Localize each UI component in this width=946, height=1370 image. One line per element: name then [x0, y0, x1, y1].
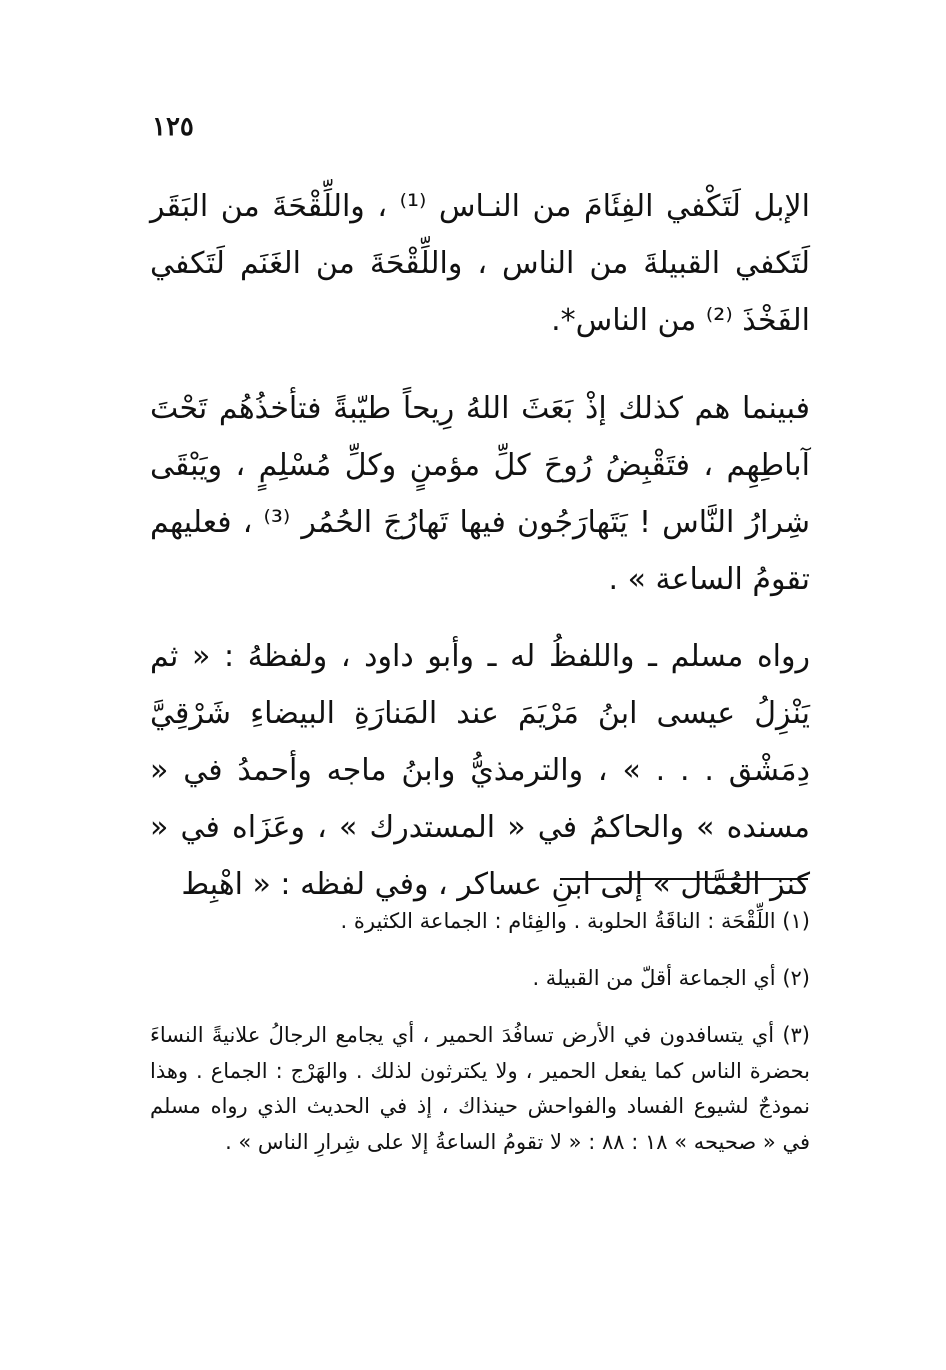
body-paragraph-1: الإبل لَتَكْفي الفِئَامَ من النـاس ⁽¹⁾ ، واللِّقْحَةَ من البَقَر لَتَكفي القبيلةَ من الناس ، واللِّقْحَةَ من الغَنَم لَتَكفي الفَخْذَ ⁽²⁾ من الناس*. [150, 189, 810, 338]
footnote-3: (٣) أي يتسافدون في الأرض تسافُدَ الحمير ، أي يجامع الرجالُ علانيةً النساءَ بحضرة الناس كما يفعل الحمير ، ولا يكترثون لذلك . والهَرْج : الجماع . وهذا نموذجٌ لشيوع الفساد والفواحش حينذاك ، إذ في الحديث الذي رواه مسلم في « صحيحه » ١٨ : ٨٨ : « لا تقومُ الساعةُ إلا على شِرارِ الناس » . [150, 1023, 810, 1154]
body-paragraph-3: رواه مسلم ـ واللفظُ له ـ وأبو داود ، ولفظهُ : « ثم يَنْزِلُ عيسى ابنُ مَرْيَمَ عند المَنارَةِ البيضاءِ شَرْقِيَّ دِمَشْق . . . » ، والترمذيُّ وابنُ ماجه وأحمدُ في « مسنده » والحاكمُ في « المستدرك » ، وعَزَاه في « كنز العُمَّال » إلى ابنِ عساكر ، وفي لفظه : « اهْبِط [150, 639, 810, 902]
footnote-1: (١) اللِّقْحَة : الناقَةُ الحلوبة . والفِئام : الجماعة الكثيرة . [340, 909, 810, 933]
footnote-divider [560, 878, 808, 880]
footnote-2: (٢) أي الجماعة أقلّ من القبيلة . [532, 966, 810, 990]
page-number: ١٢٥ [152, 112, 194, 142]
body-paragraph-2: فبينما هم كذلك إذْ بَعَثَ اللهُ رِيحاً طيّبةً فتأخذُهُم تَحْتَ آباطِهِم ، فتَقْبِضُ رُوحَ كلِّ مؤمنٍ وكلِّ مُسْلِمٍ ، ويَبْقَى شِرارُ النَّاس ! يَتَهارَجُون فيها تَهارُجَ الحُمُر ⁽³⁾ ، فعليهم تقومُ الساعة » . [150, 391, 811, 597]
